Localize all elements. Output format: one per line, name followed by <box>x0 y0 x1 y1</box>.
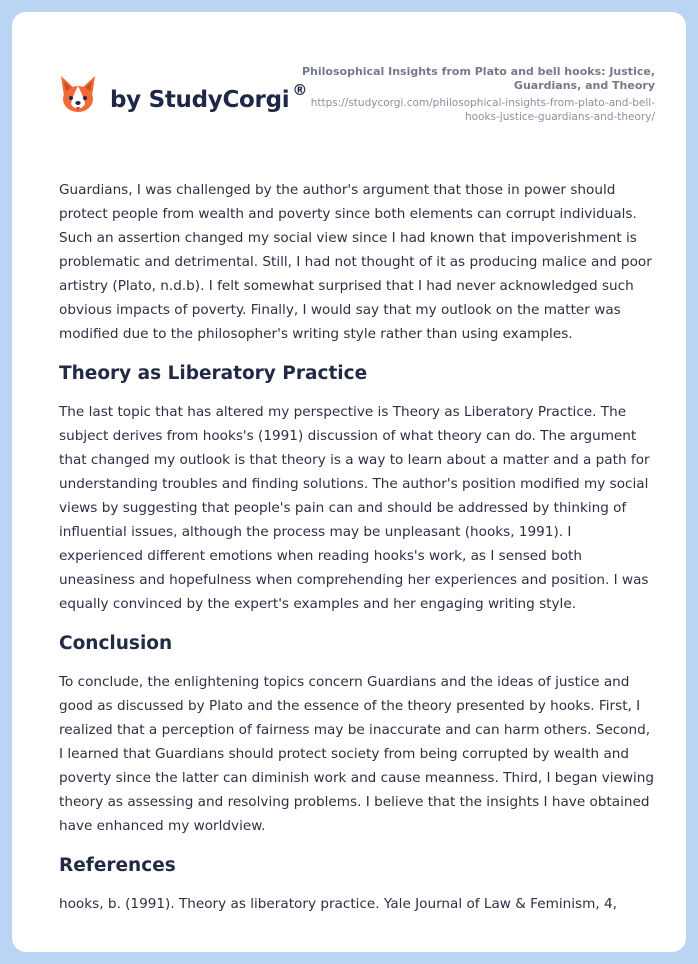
intro-paragraph: Guardians, I was challenged by the author's argument that those in power should protect people from wealth and poverty since both elements can corrupt individuals. Such an assertion changed my social view since I had known that impoverishment is problematic and detrimental. Still, I had not thought of it as producing malice and poor artistry (Plato, n.d.b). I felt somewhat surprised that I had never acknowledged such obvious impacts of poverty. Finally, I would say that my outlook on the matter was modified due to the philosopher's writing style rather than using examples. <box>59 182 652 342</box>
section-heading-theory: Theory as Liberatory Practice <box>59 363 368 384</box>
conclusion-paragraph: To conclude, the enlightening topics concern Guardians and the ideas of justice and good as discussed by Plato and the essence of the theory presented by hooks. First, I realized that a perception of fairness may be inaccurate and can harm others. Second, I learned that Guardians should protect society from being corrupted by wealth and poverty since the latter can diminish work and cause meanness. Third, I began viewing theory as assessing and resolving problems. I believe that the insights I have obtained have enhanced my worldview. <box>59 674 655 834</box>
brand-name-text: by StudyCorgi <box>110 87 290 113</box>
document-title: Philosophical Insights from Plato and bell hooks: Justice, Guardians, and Theory <box>301 65 655 92</box>
page-header <box>12 12 686 162</box>
corgi-logo-icon <box>58 74 98 118</box>
document-body <box>59 178 657 932</box>
document-page <box>12 12 686 952</box>
section-heading-references: References <box>59 855 176 876</box>
section-heading-conclusion: Conclusion <box>59 633 173 654</box>
theory-paragraph: The last topic that has altered my perspective is Theory as Liberatory Practice. The subject derives from hooks's (1991) discussion of what theory can do. The argument that changed my outlook is that theory is a way to learn about a matter and a path for understanding troubles and finding solutions. The author's position modified my social views by suggesting that people's pain can and should be addressed by thinking of influential issues, although the process may be unpleasant (hooks, 1991). I experienced different emotions when reading hooks's work, as I sensed both uneasiness and hopefulness when comprehending her experiences and position. I was equally convinced by the expert's examples and her engaging writing style. <box>59 404 650 612</box>
studycorgi-logo[interactable] <box>58 74 307 118</box>
brand-name <box>110 81 308 113</box>
document-url[interactable]: https://studycorgi.com/philosophical-insights-from-plato-and-bell-hooks-justice-guardians-and-theory/ <box>310 97 655 123</box>
document-meta <box>295 65 655 124</box>
registered-mark: ® <box>292 81 308 99</box>
reference-entry: hooks, b. (1991). Theory as liberatory practice. Yale Journal of Law & Feminism, 4, <box>59 896 617 912</box>
